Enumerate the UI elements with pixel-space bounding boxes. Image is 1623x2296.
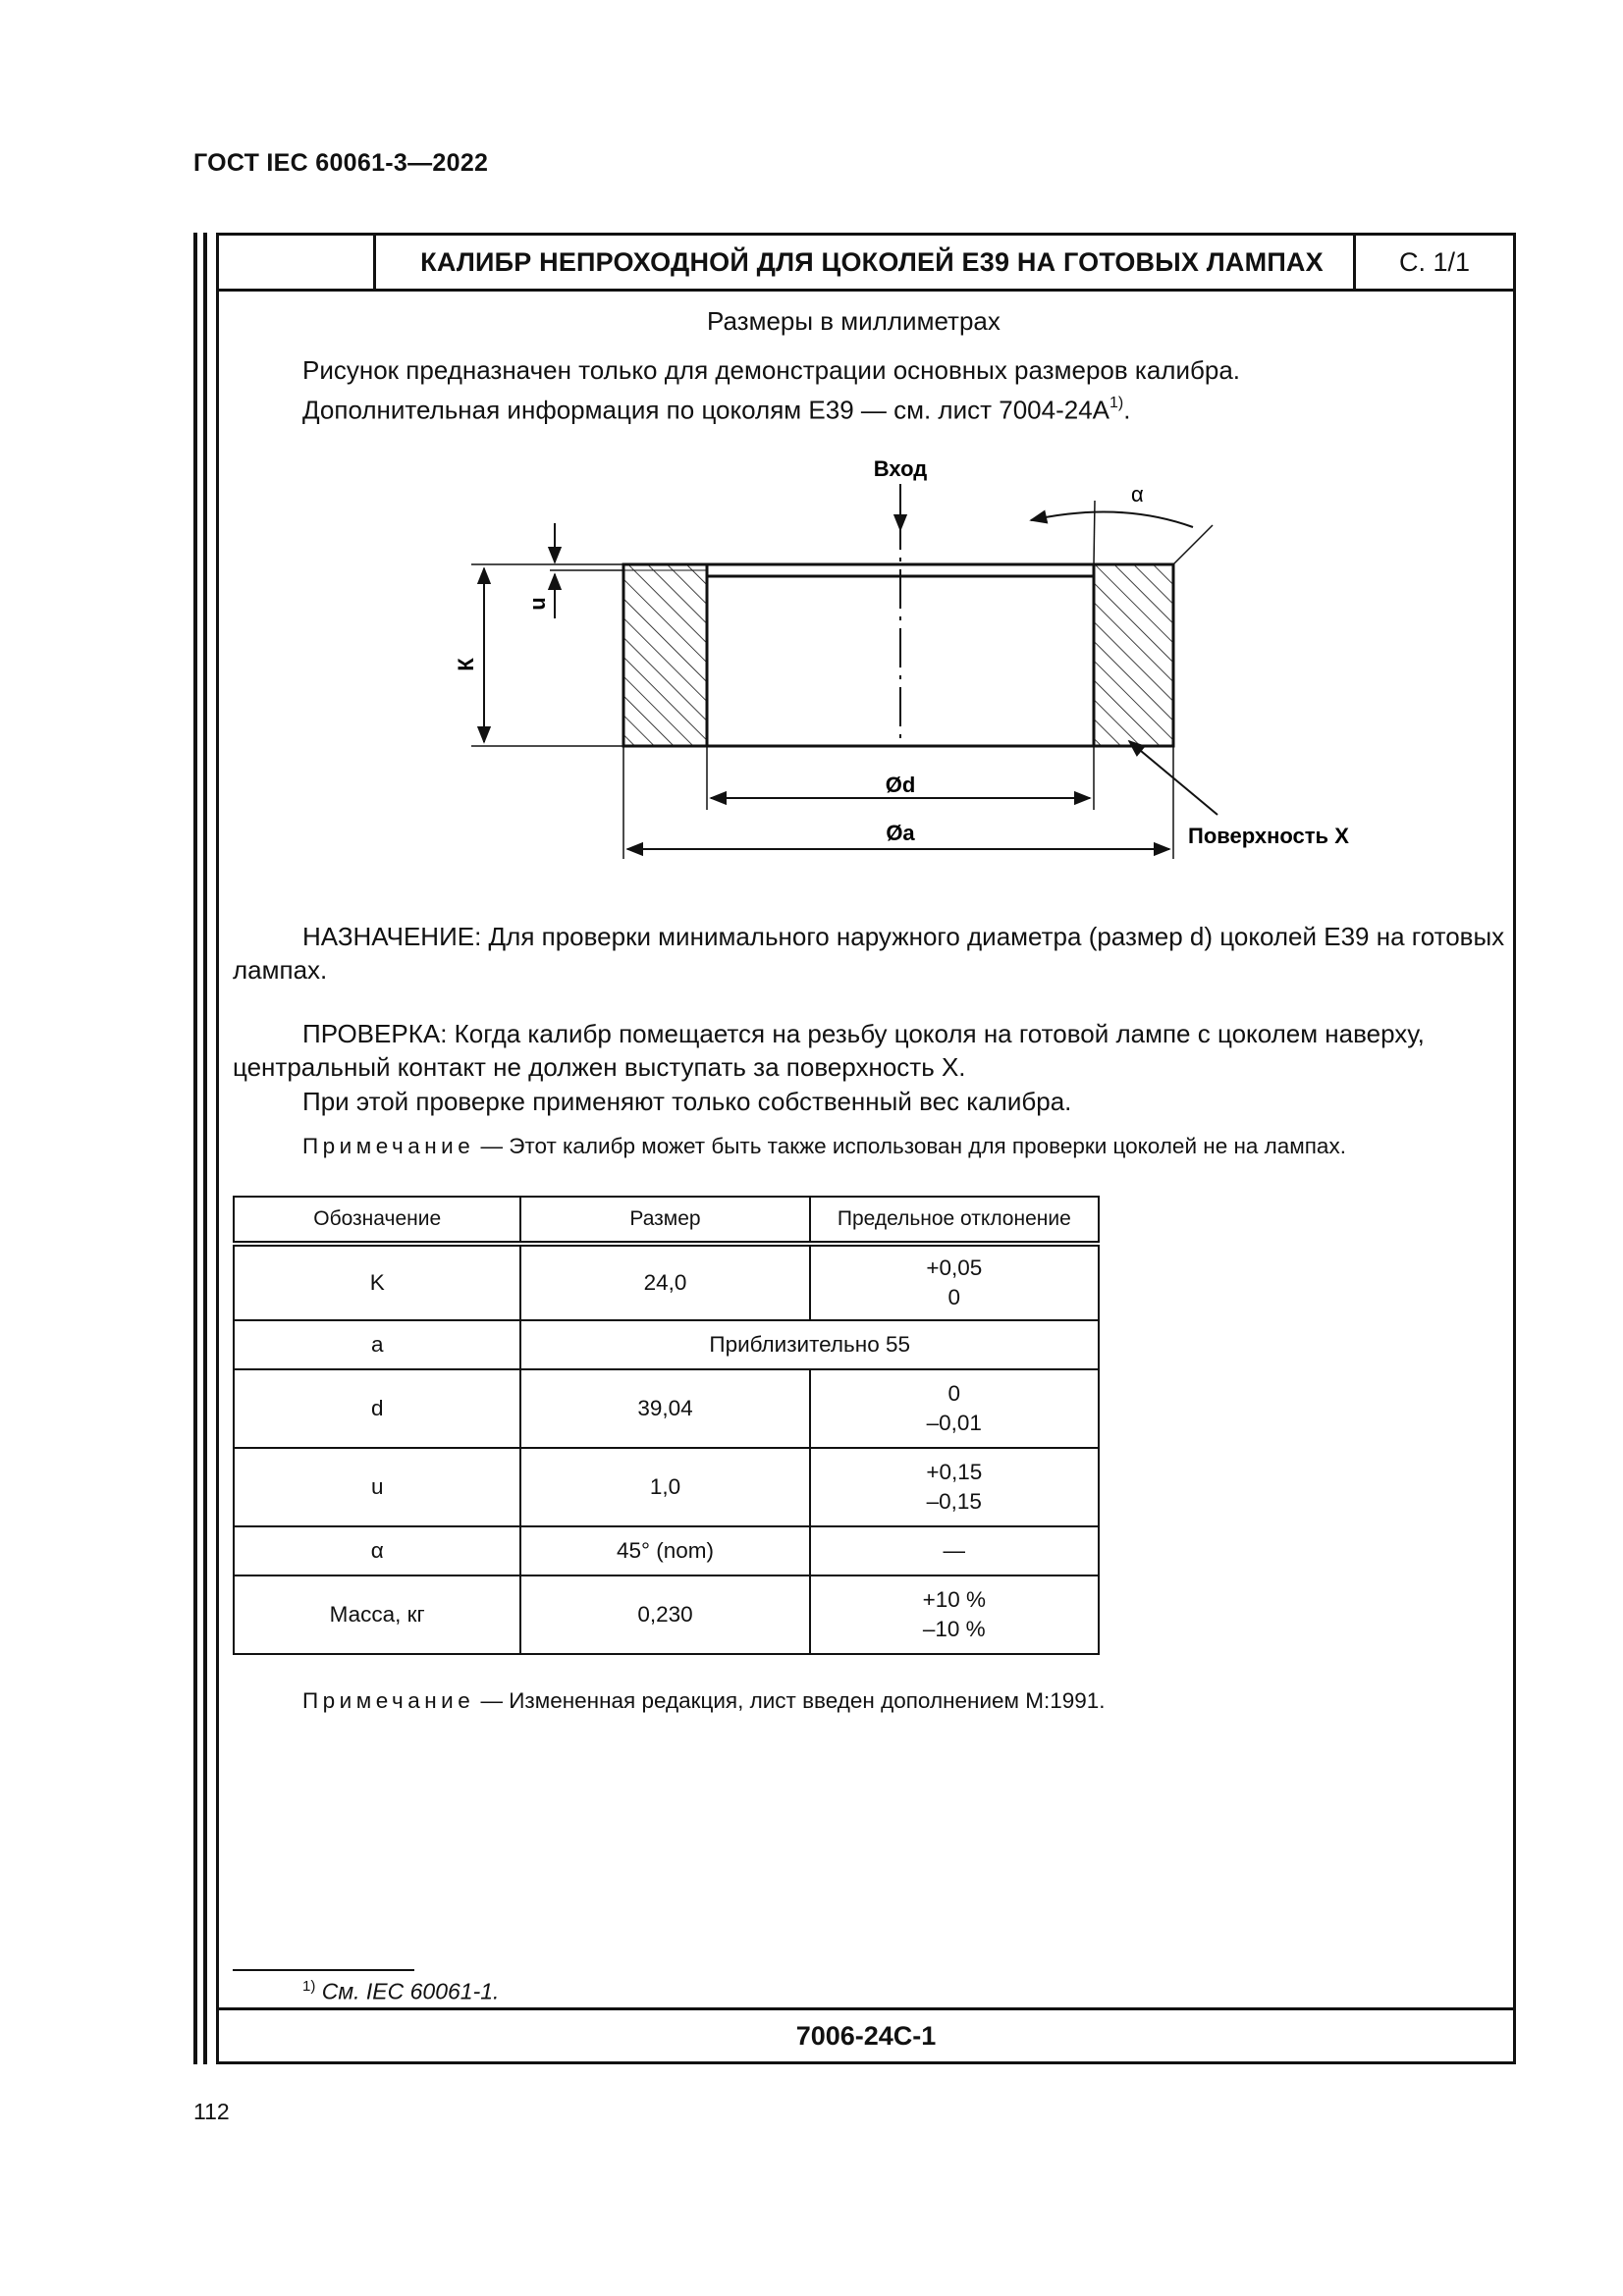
label-u: u — [525, 597, 550, 611]
cell-tolerance — [810, 1244, 1099, 1320]
footnote-ref: 1) — [1109, 395, 1124, 411]
frame-left-rule — [193, 233, 197, 2064]
col-header-size: Размер — [520, 1197, 809, 1244]
gauge-drawing — [432, 447, 1375, 879]
table-row — [234, 1320, 1099, 1369]
tol-upper: +10 % — [922, 1587, 987, 1612]
check-weight-line: При этой проверке применяют только собственный вес калибра. — [302, 1087, 1072, 1116]
table-row — [234, 1575, 1099, 1654]
table-row — [234, 1369, 1099, 1448]
tol-lower: –0,01 — [926, 1411, 982, 1435]
table-row — [234, 1244, 1099, 1320]
cell-size: Приблизительно 55 — [520, 1320, 1099, 1369]
footnote-marker: 1) — [302, 1978, 316, 1995]
footnote — [302, 1978, 499, 2005]
cell-tolerance — [810, 1448, 1099, 1526]
gauge-right-section — [1094, 564, 1173, 746]
cell-symbol: u — [234, 1448, 520, 1526]
gauge-left-section — [623, 564, 707, 746]
note-2 — [302, 1686, 1106, 1716]
tol-lower: –0,15 — [926, 1489, 982, 1514]
sheet-page-indicator: С. 1/1 — [1353, 236, 1513, 289]
label-k: К — [454, 658, 478, 671]
purpose-paragraph: НАЗНАЧЕНИЕ: Для проверки минимального наружного диаметра (размер d) цоколей Е39 на готовых лампах. — [233, 922, 1505, 985]
tol-upper: +0,05 — [926, 1255, 983, 1280]
tol-lower: 0 — [947, 1285, 961, 1309]
cell-symbol: d — [234, 1369, 520, 1448]
units-note: Размеры в миллиметрах — [707, 306, 1001, 336]
tol-lower: –10 % — [922, 1617, 986, 1641]
cell-symbol: α — [234, 1526, 520, 1575]
col-header-tolerance: Предельное отклонение — [810, 1197, 1099, 1244]
table-header-row — [234, 1197, 1099, 1244]
col-header-symbol: Обозначение — [234, 1197, 520, 1244]
note-1-text: — Этот калибр может быть также использован для проверки цоколей не на лампах. — [474, 1134, 1346, 1158]
alpha-arc — [1031, 511, 1193, 527]
sheet-title-row — [219, 236, 1513, 292]
title-blank-cell — [219, 236, 376, 289]
cell-tolerance — [810, 1575, 1099, 1654]
cell-size: 0,230 — [520, 1575, 809, 1654]
cell-tolerance: — — [810, 1526, 1099, 1575]
intro-line-1: Рисунок предназначен только для демонстрации основных размеров калибра. — [302, 355, 1241, 385]
cell-symbol: Масса, кг — [234, 1575, 520, 1654]
table-row — [234, 1526, 1099, 1575]
cell-tolerance — [810, 1369, 1099, 1448]
label-surface-x: Поверхность X — [1188, 824, 1349, 848]
page-number: 112 — [193, 2099, 230, 2124]
intro-line-2: Дополнительная информация по цоколям Е39 — см. лист $7004-24А^{1)}$. — [302, 395, 1131, 425]
sheet-code: 7006-24С-1 — [219, 2007, 1513, 2061]
footnote-separator — [233, 1969, 414, 1971]
label-d: Ød — [885, 773, 916, 797]
table-row — [234, 1448, 1099, 1526]
note-2-text: — Измененная редакция, лист введен дополнением М:1991. — [474, 1688, 1106, 1713]
cell-symbol: a — [234, 1320, 520, 1369]
tol-upper: 0 — [947, 1381, 961, 1406]
tol-upper: +0,15 — [926, 1460, 983, 1484]
frame-left-rule — [203, 233, 207, 2064]
check-paragraph: ПРОВЕРКА: Когда калибр помещается на резьбу цоколя на готовой лампе с цоколем наверху, центральный контакт не должен выступать за поверхность X. — [233, 1019, 1425, 1082]
label-a: Øa — [886, 821, 915, 845]
cell-size: 1,0 — [520, 1448, 809, 1526]
dimensions-table — [233, 1196, 1100, 1655]
footnote-text: См. IEC 60061-1. — [321, 1978, 500, 2004]
cell-symbol: K — [234, 1244, 520, 1320]
note-1-label: Примечание — [302, 1134, 475, 1158]
label-inlet: Вход — [873, 456, 928, 481]
note-1 — [302, 1132, 1346, 1161]
sheet-title: КАЛИБР НЕПРОХОДНОЙ ДЛЯ ЦОКОЛЕЙ Е39 НА ГОТОВЫХ ЛАМПАХ — [420, 247, 1324, 277]
note-2-label: Примечание — [302, 1688, 475, 1713]
document-header: ГОСТ IEC 60061-3—2022 — [193, 149, 489, 177]
cell-size: 39,04 — [520, 1369, 809, 1448]
intro-line-2-text: Дополнительная информация по цоколям Е39 — см. лист 7004-24А — [302, 395, 1110, 425]
cell-size: 24,0 — [520, 1244, 809, 1320]
cell-size: 45° (nom) — [520, 1526, 809, 1575]
label-alpha: α — [1131, 482, 1144, 507]
